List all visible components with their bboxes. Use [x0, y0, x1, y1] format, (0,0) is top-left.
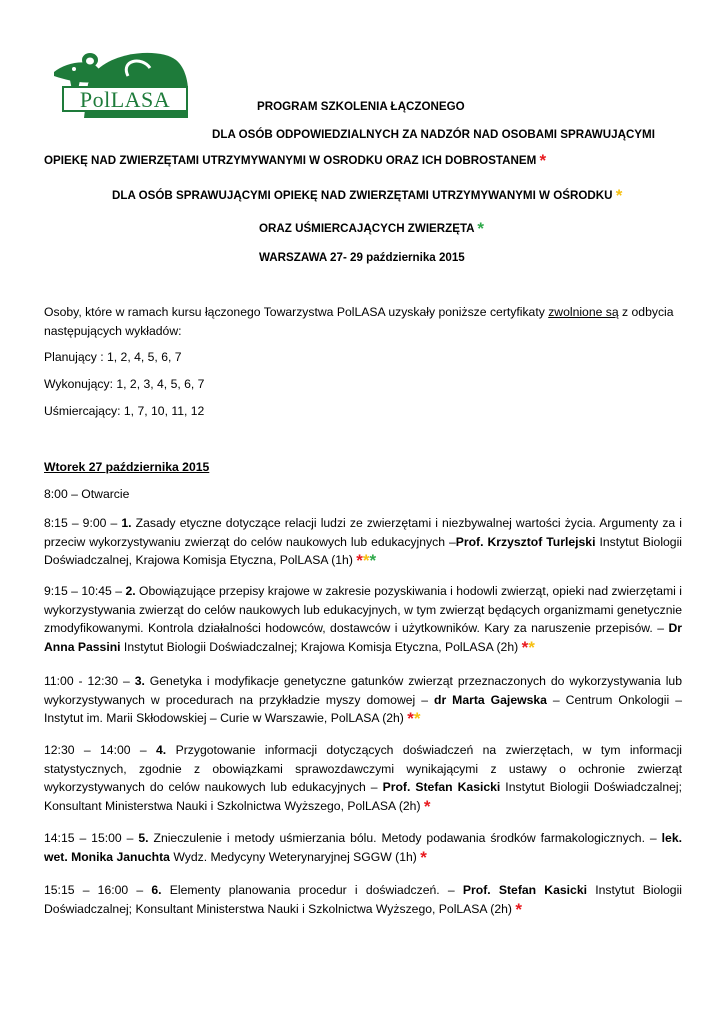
day-heading: Wtorek 27 października 2015	[44, 460, 210, 474]
yellow-asterisk-icon: *	[413, 709, 421, 728]
role-euthanising: Uśmiercający: 1, 7, 10, 11, 12	[44, 404, 205, 418]
session-3: 11:00 - 12:30 – 3. Genetyka i modyfikacje genetyczne gatunków zwierząt przeznaczonych do wykorzystywania lub wykorzystywanych w procedurach na przykładzie myszy domowej – dr Marta Gajewska – Centrum Onkologii – Instytut im. Marii Skłodowskiej – Curie w Warszawie, PolLASA (2h) **	[44, 674, 682, 728]
yellow-asterisk-icon: *	[615, 186, 623, 205]
session-5: 14:15 – 15:00 – 5. Znieczulenie i metody uśmierzania bólu. Metody podawania środków farmakologicznych. – lek. wet. Monika Januchta Wydz. Medycyny Weterynaryjnej SGGW (1h) *	[44, 831, 682, 867]
title-line-4: DLA OSÓB SPRAWUJĄCYMI OPIEKĘ NAD ZWIERZĘTAMI UTRZYMYWANYMI W OŚRODKU *	[112, 186, 623, 205]
title-line-2: DLA OSÓB ODPOWIEDZIALNYCH ZA NADZÓR NAD OSOBAMI SPRAWUJĄCYMI	[212, 128, 655, 141]
yellow-asterisk-icon: *	[362, 551, 370, 570]
green-asterisk-icon: *	[477, 219, 484, 238]
green-asterisk-icon: *	[369, 551, 377, 570]
session-2: 9:15 – 10:45 – 2. Obowiązujące przepisy krajowe w zakresie pozyskiwania i hodowli zwierząt, opieki nad zwierzętami i wykorzystywania zwierząt do celów naukowych lub edukacyjnych, w tym zwierząt będących organizmami genetycznie zmodyfikowanymi. Kontrola działalności hodowców, dostawców i użytkowników. Kary za naruszenie przepisów. – Dr Anna Passini Instytut Biologii Doświadczalnej; Krajowa Komisja Etyczna, PolLASA (2h) **	[44, 584, 682, 657]
title-line-5: ORAZ UŚMIERCAJĄCYCH ZWIERZĘTA *	[259, 219, 484, 238]
red-asterisk-icon: *	[521, 637, 529, 657]
title-line-3: OPIEKĘ NAD ZWIERZĘTAMI UTRZYMYWANYMI W OSRODKU ORAZ ICH DOBROSTANEM *	[44, 151, 547, 170]
logo-text: PolLASA	[79, 87, 171, 112]
session-4: 12:30 – 14:00 – 4. Przygotowanie informacji dotyczących doświadczeń na zwierzętach, w tym informacji statystycznych, zgodnie z obowiązkami sprawozdawczymi wynikającymi z ustawy o ochronie zwierząt wykorzystywanych do celów naukowych lub edukacyjnych – Prof. Stefan Kasicki Instytut Biologii Doświadczalnej; Konsultant Ministerstwa Nauki i Szkolnictwa Wyższego, PolLASA (2h) *	[44, 743, 682, 816]
role-planning: Planujący : 1, 2, 4, 5, 6, 7	[44, 350, 182, 364]
red-asterisk-icon: *	[420, 847, 427, 867]
session-6: 15:15 – 16:00 – 6. Elementy planowania procedur i doświadczeń. – Prof. Stefan Kasicki Instytut Biologii Doświadczalnej; Konsultant Ministerstwa Nauki i Szkolnictwa Wyższego, PolLASA (2h) *	[44, 883, 682, 919]
opening-item: 8:00 – Otwarcie	[44, 487, 130, 501]
red-asterisk-icon: *	[515, 899, 522, 919]
yellow-asterisk-icon: *	[528, 637, 535, 657]
date-location: WARSZAWA 27- 29 października 2015	[259, 251, 465, 264]
program-title: PROGRAM SZKOLENIA ŁĄCZONEGO	[257, 100, 465, 113]
pollasa-logo	[50, 46, 190, 122]
red-asterisk-icon: *	[407, 709, 414, 728]
red-asterisk-icon: *	[356, 551, 363, 570]
red-asterisk-icon: *	[423, 796, 431, 816]
session-1: 8:15 – 9:00 – 1. Zasady etyczne dotyczące relacji ludzi ze zwierzętami i niezbywalnej wartości życia. Argumenty za i przeciw wykorzystywaniu zwierząt do celów naukowych lub edukacyjnych –Prof. Krzysztof Turlejski Instytut Biologii Doświadczalnej, Krajowa Komisja Etyczna, PolLASA (1h) ***	[44, 516, 682, 570]
role-performing: Wykonujący: 1, 2, 3, 4, 5, 6, 7	[44, 377, 205, 391]
red-asterisk-icon: *	[539, 151, 547, 170]
intro-paragraph: Osoby, które w ramach kursu łączonego Towarzystwa PolLASA uzyskały poniższe certyfikaty zwolnione są z odbycia następujących wykładów:	[44, 305, 674, 338]
